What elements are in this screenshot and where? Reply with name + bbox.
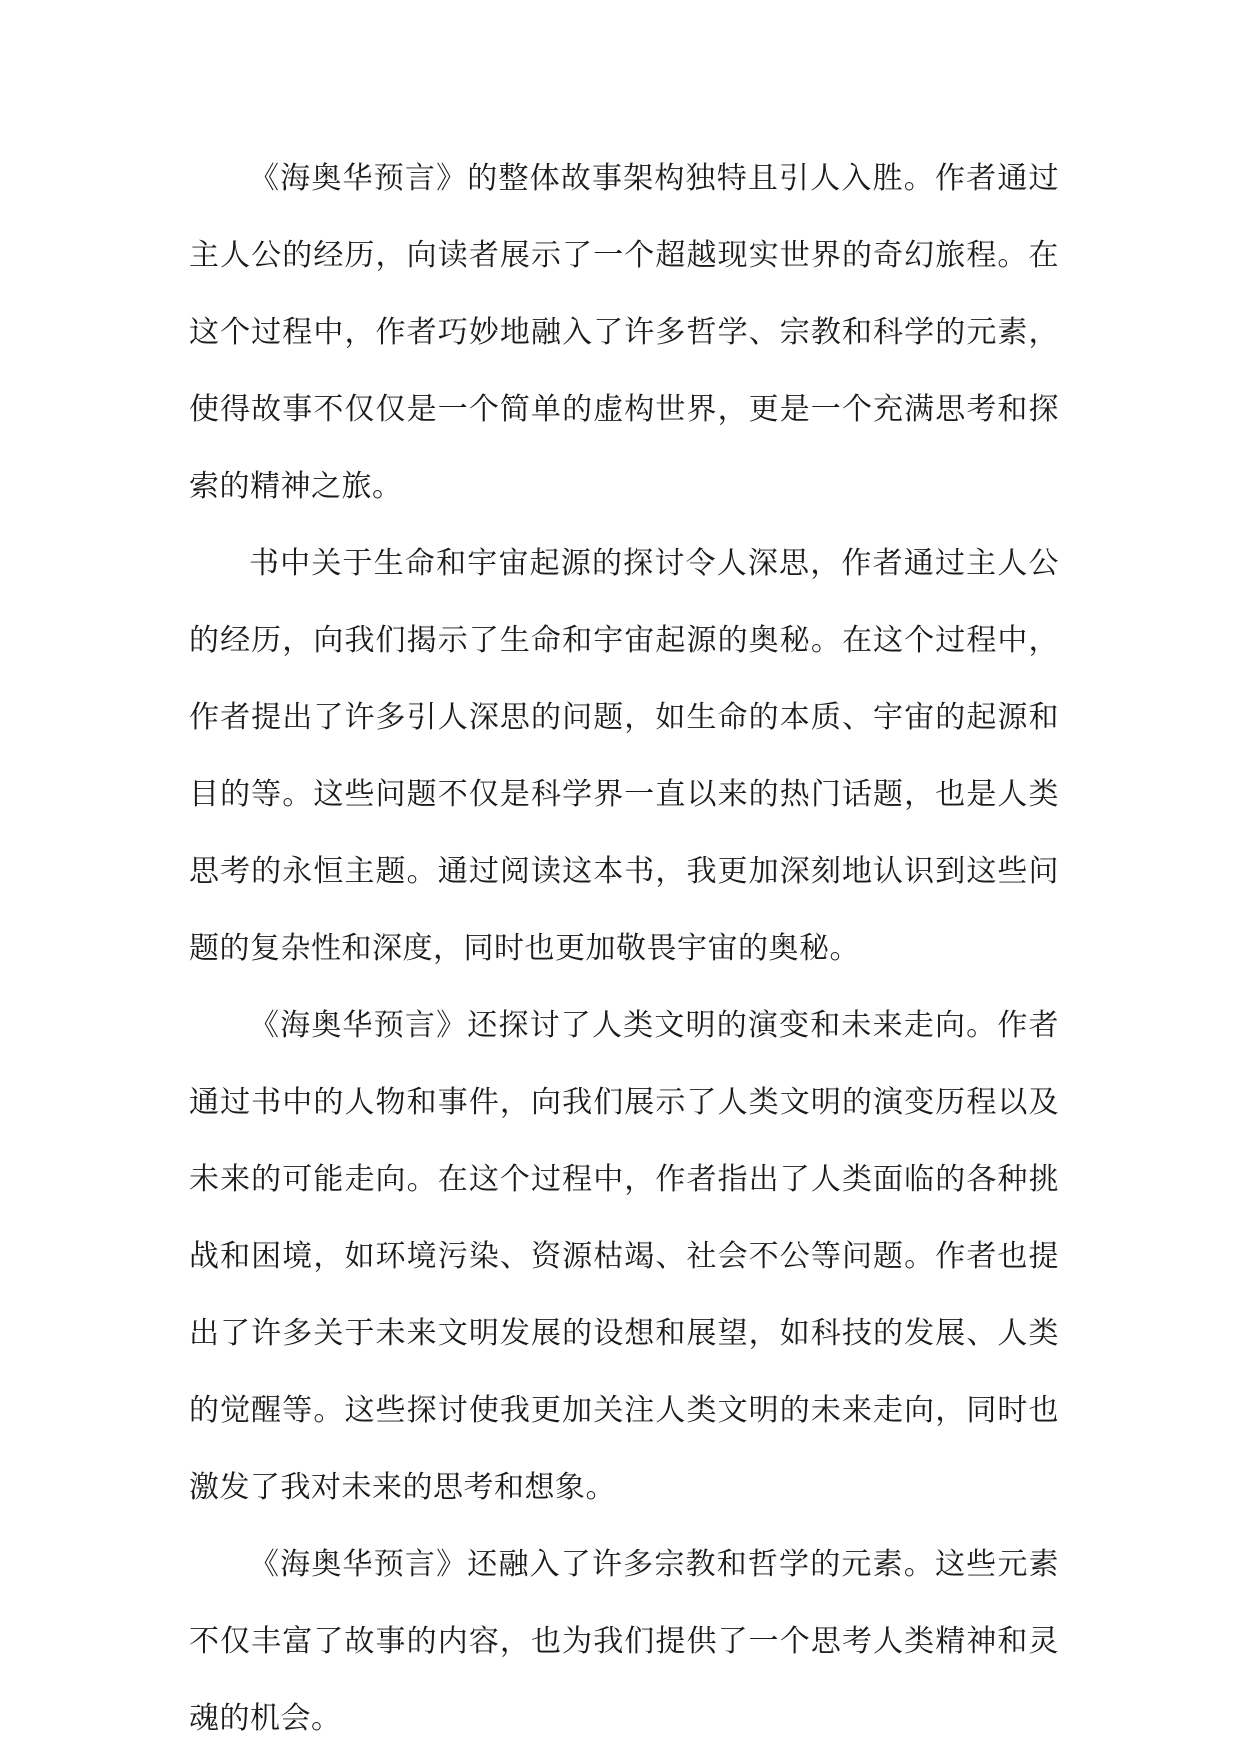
paragraph-4: 《海奥华预言》还融入了许多宗教和哲学的元素。这些元素不仅丰富了故事的内容，也为我们提供了一个思考人类精神和灵魂的机会。: [189, 1547, 1059, 1736]
paragraph-3: 《海奥华预言》还探讨了人类文明的演变和未来走向。作者通过书中的人物和事件，向我们展示了人类文明的演变历程以及未来的可能走向。在这个过程中，作者指出了人类面临的各种挑战和困境，如环境污染、资源枯竭、社会不公等问题。作者也提出了许多关于未来文明发展的设想和展望，如科技的发展、人类的觉醒等。这些探讨使我更加关注人类文明的未来走向，同时也激发了我对未来的思考和想象。: [189, 1008, 1059, 1505]
paragraph-2: 书中关于生命和宇宙起源的探讨令人深思，作者通过主人公的经历，向我们揭示了生命和宇宙起源的奥秘。在这个过程中，作者提出了许多引人深思的问题，如生命的本质、宇宙的起源和目的等。这些问题不仅是科学界一直以来的热门话题，也是人类思考的永恒主题。通过阅读这本书，我更加深刻地认识到这些问题的复杂性和深度，同时也更加敬畏宇宙的奥秘。: [189, 546, 1059, 966]
paragraph-1: 《海奥华预言》的整体故事架构独特且引人入胜。作者通过主人公的经历，向读者展示了一个超越现实世界的奇幻旅程。在这个过程中，作者巧妙地融入了许多哲学、宗教和科学的元素，使得故事不仅仅是一个简单的虚构世界，更是一个充满思考和探索的精神之旅。: [189, 161, 1059, 504]
body-text: [189, 140, 1059, 1757]
